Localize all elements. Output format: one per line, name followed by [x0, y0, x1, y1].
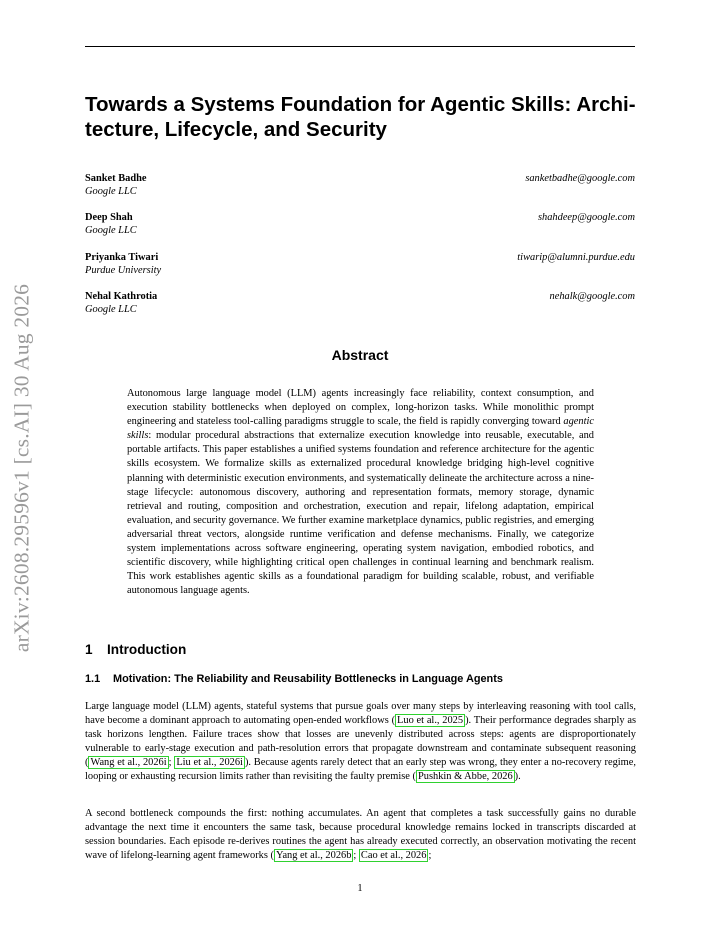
abstract-text: Autonomous large language model (LLM) agents increasingly face reliability, context consumption, and execution stability bottlenecks when deployed on complex, long-horizon tasks. While monolithic prompt engineering and stateless tool-calling paradigms struggle to scale, the field is rapidly converging toward: [127, 388, 594, 428]
author-name: Deep Shah: [85, 212, 133, 223]
author-block: [85, 251, 635, 277]
abstract-heading: Abstract: [331, 347, 389, 363]
paragraph-text: ;: [353, 850, 359, 862]
paragraph-text: ).: [514, 771, 521, 783]
author-block: [85, 172, 635, 198]
author-block: [85, 290, 635, 316]
body-paragraph: [85, 807, 636, 863]
citation-link[interactable]: Yang et al., 2026b: [275, 850, 352, 862]
section-heading: [85, 642, 186, 657]
section-number: 1: [85, 642, 93, 657]
author-name: Nehal Kathrotia: [85, 291, 158, 302]
abstract-text: : modular procedural abstractions that externalize execution knowledge into reusable, executable, and portable artifacts. This paper establishes a unified systems foundation and reference architecture for the agentic skills ecosystem. We formalize skills as externalized procedural knowledge bridging high-level cognitive planning with deterministic execution environments, and systematically delineate the architecture across a nine-stage lifecycle: autonomous discovery, authoring and representation formats, memory storage, dynamic retrieval and routing, composition and orchestration, execution and repair, lifelong adaptation, empirical evaluation, and security governance. We further examine marketplace dynamics, public registries, and emerging adversarial threat vectors, alongside runtime verification and defense mechanisms. Finally, we categorize system implementations across software engineering, operating system navigation, embodied robotics, and scientific discovery, while highlighting critical open challenges in continual learning and benchmark realism. This work establishes agentic skills as a foundational paradigm for building scalable, robust, and verifiable autonomous language agents.: [127, 430, 594, 597]
paragraph-text: ). Because agents rarely detect that an early step was wrong, they enter a no-recovery regime, looping or exhausting recursion limits rather than revisiting the faulty premise (: [85, 757, 636, 783]
author-affiliation: Google LLC: [85, 186, 137, 197]
author-name: Priyanka Tiwari: [85, 252, 159, 263]
author-email[interactable]: tiwarip@alumni.purdue.edu: [517, 252, 635, 263]
paper-title: Towards a Systems Foundation for Agentic Skills: Archi-tecture, Lifecycle, and Security: [85, 93, 636, 141]
abstract-emphasis: agentic skills: [127, 416, 594, 442]
paragraph-text: ;: [168, 757, 175, 769]
citation-link[interactable]: Wang et al., 2026i: [90, 757, 167, 769]
top-rule: [85, 46, 635, 47]
paragraph-text: Large language model (LLM) agents, stateful systems that pursue goals over many steps by interleaving reasoning with tool calls, have become a dominant approach to automating open-ended workflows (: [85, 701, 636, 727]
subsection-heading: [85, 673, 503, 685]
author-email[interactable]: shahdeep@google.com: [538, 212, 635, 223]
subsection-title: Motivation: The Reliability and Reusability Bottlenecks in Language Agents: [113, 673, 503, 685]
citation-link[interactable]: Luo et al., 2025: [397, 715, 464, 727]
arxiv-identifier: arXiv:2608.29596v1 [cs.AI] 30 Aug 2026: [9, 283, 34, 653]
citation-link[interactable]: Liu et al., 2026i: [176, 757, 243, 769]
author-name: Sanket Badhe: [85, 173, 147, 184]
author-email[interactable]: nehalk@google.com: [549, 291, 635, 302]
paragraph-text: ;: [428, 850, 432, 862]
citation-link[interactable]: Pushkin & Abbe, 2026: [417, 771, 513, 783]
author-block: [85, 211, 635, 237]
citation-link[interactable]: Cao et al., 2026: [360, 850, 427, 862]
paragraph-text: A second bottleneck compounds the first: nothing accumulates. An agent that completes a task successfully gains no durable advantage the next time it encounters the same task, because procedural knowledge remains locked in transcripts discarded at session boundaries. Each episode re-derives routines the agent has already executed correctly, an observation motivating the recent wave of lifelong-learning agent frameworks (: [85, 808, 636, 862]
section-title: Introduction: [107, 642, 187, 657]
author-affiliation: Purdue University: [85, 265, 162, 276]
author-email[interactable]: sanketbadhe@google.com: [525, 173, 635, 184]
page-number: 1: [357, 883, 363, 894]
subsection-number: 1.1: [85, 673, 101, 685]
author-affiliation: Google LLC: [85, 225, 137, 236]
paragraph-text: ). Their performance degrades sharply as task horizons lengthen. Failure traces show that losses are unevenly distributed across steps: agents are disproportionately vulnerable to early-stage execution and path-resolution errors that propagate downstream and contaminate subsequent reasoning (: [85, 715, 636, 769]
author-affiliation: Google LLC: [85, 304, 137, 315]
abstract-body: [127, 387, 594, 598]
body-paragraph: [85, 700, 636, 785]
